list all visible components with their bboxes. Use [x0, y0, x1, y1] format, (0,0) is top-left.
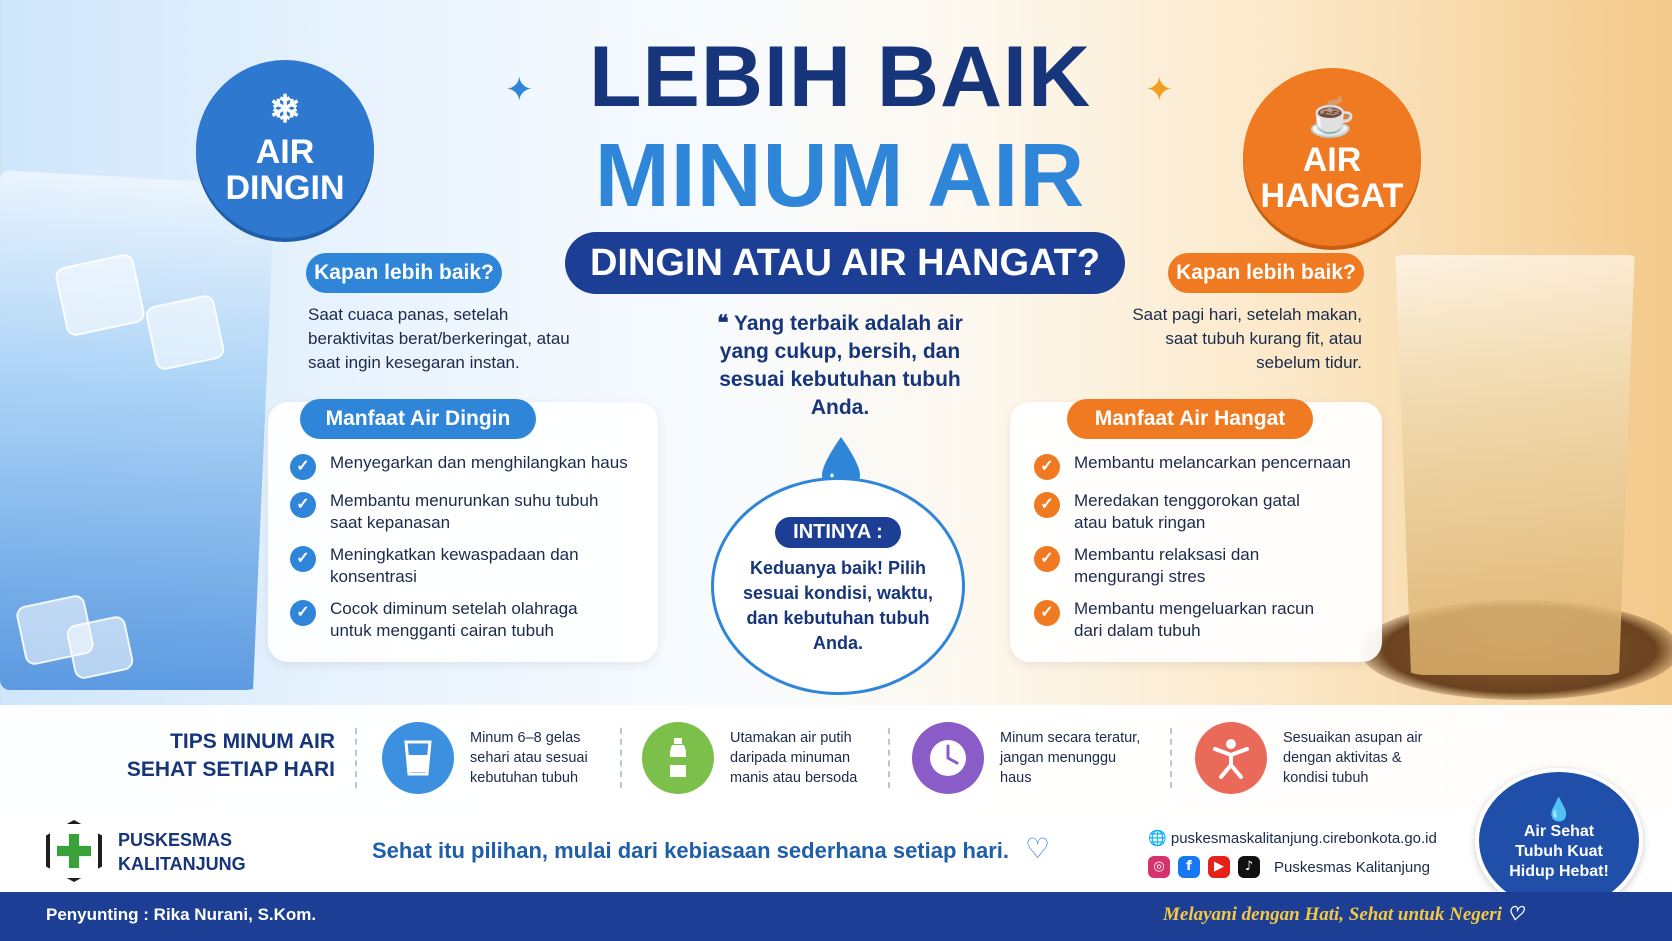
tip-text: Sesuaikan asupan air dengan aktivitas & kondisi tubuh	[1283, 730, 1423, 786]
cold-water-badge	[196, 60, 374, 238]
tip-item	[912, 722, 1150, 794]
list-item	[290, 598, 650, 642]
check-icon: ✓	[290, 492, 316, 518]
cold-when-label: Kapan lebih baik?	[306, 253, 502, 293]
heart-pulse-icon: ♡	[1025, 832, 1051, 865]
title-line2: MINUM AIR	[594, 126, 1086, 226]
title-line1: LEBIH BAIK	[588, 29, 1092, 125]
motto-text: Melayani dengan Hati, Sehat untuk Negeri	[1163, 904, 1502, 925]
warm-when-label: Kapan lebih baik?	[1168, 253, 1364, 293]
divider	[888, 728, 890, 788]
clock-icon	[912, 722, 984, 794]
warm-water-badge	[1243, 68, 1421, 246]
water-glass-icon	[382, 722, 454, 794]
orange-splash-icon: ✦	[1145, 70, 1174, 110]
footer-slogan: Sehat itu pilihan, mulai dari kebiasaan sederhana setiap hari.	[372, 838, 1009, 863]
title-line3: DINGIN ATAU AIR HANGAT?	[565, 232, 1125, 294]
cold-benefits-list	[290, 452, 650, 652]
warm-benefits-list	[1034, 452, 1374, 652]
motto	[1163, 903, 1524, 926]
list-item	[1034, 452, 1374, 480]
facebook-icon[interactable]: f	[1178, 856, 1200, 878]
youtube-icon[interactable]: ▶	[1208, 856, 1230, 878]
benefit-text: Meredakan tenggorokan gatal atau batuk ringan	[1074, 491, 1300, 532]
cold-badge-line1: AIR	[255, 133, 315, 172]
quote-text: Yang terbaik adalah air yang cukup, bersih, dan sesuai kebutuhan tubuh Anda.	[719, 312, 963, 419]
check-icon: ✓	[290, 546, 316, 572]
globe-icon: 🌐	[1148, 830, 1171, 847]
water-bottle-icon	[642, 722, 714, 794]
list-item	[1034, 598, 1374, 642]
cold-when-text: Saat cuaca panas, setelah beraktivitas berat/berkeringat, atau saat ingin kesegaran instan.	[308, 305, 570, 372]
benefit-text: Membantu mengeluarkan racun dari dalam tubuh	[1074, 599, 1315, 640]
benefit-text: Cocok diminum setelah olahraga untuk mengganti cairan tubuh	[330, 599, 578, 640]
benefit-text: Membantu menurunkan suhu tubuh saat kepanasan	[330, 491, 599, 532]
divider	[620, 728, 622, 788]
tip-text: Minum 6–8 gelas sehari atau sesuai kebutuhan tubuh	[470, 730, 588, 786]
tips-title-line2: SEHAT SETIAP HARI	[126, 758, 335, 781]
tip-item	[382, 722, 620, 794]
check-icon: ✓	[1034, 492, 1060, 518]
check-icon: ✓	[1034, 600, 1060, 626]
instagram-icon[interactable]: ◎	[1148, 856, 1170, 878]
tip-item	[642, 722, 880, 794]
divider	[355, 728, 357, 788]
green-cross-icon	[57, 834, 91, 868]
list-item	[290, 452, 650, 480]
tips-title	[110, 728, 335, 784]
benefit-text: Menyegarkan dan menghilangkan haus	[330, 453, 628, 472]
badge-line3: Hidup Hebat!	[1509, 862, 1609, 880]
check-icon: ✓	[290, 600, 316, 626]
heart-icon: ♡	[1506, 904, 1524, 925]
check-icon: ✓	[1034, 546, 1060, 572]
center-quote	[690, 310, 990, 422]
blue-splash-icon: ✦	[505, 70, 534, 110]
warm-water-glass-image	[1385, 255, 1645, 675]
tiktok-icon[interactable]: ♪	[1238, 856, 1260, 878]
benefit-text: Membantu melancarkan pencernaan	[1074, 453, 1351, 472]
check-icon: ✓	[290, 454, 316, 480]
quote-mark-icon: ❝	[717, 312, 734, 335]
tip-text: Minum secara teratur, jangan menunggu haus	[1000, 730, 1141, 786]
summary-text: Keduanya baik! Pilih sesuai kondisi, waktu, dan kebutuhan tubuh Anda.	[742, 557, 934, 653]
org-line2: KALITANJUNG	[118, 854, 246, 874]
editor-credit: Penyunting : Rika Nurani, S.Kom.	[46, 905, 317, 924]
organization-name	[118, 828, 246, 876]
website-link[interactable]	[1148, 829, 1437, 847]
website-text: puskesmaskalitanjung.cirebonkota.go.id	[1170, 830, 1437, 847]
heart-drop-icon: 💧	[1545, 796, 1573, 822]
badge-line1: Air Sehat	[1523, 822, 1595, 840]
list-item	[290, 544, 650, 588]
benefit-text: Membantu relaksasi dan mengurangi stres	[1074, 545, 1260, 586]
warm-benefits-title: Manfaat Air Hangat	[1067, 399, 1313, 439]
tip-item	[1195, 722, 1443, 794]
list-item	[290, 490, 650, 534]
snowflake-icon: ❄	[269, 89, 301, 132]
cold-badge-line2: DINGIN	[225, 168, 345, 207]
tip-text: Utamakan air putih daripada minuman manis atau bersoda	[730, 730, 858, 786]
badge-line2: Tubuh Kuat	[1515, 842, 1603, 860]
warm-badge-line1: AIR	[1302, 141, 1362, 180]
summary-circle	[711, 477, 965, 695]
social-links	[1148, 856, 1430, 878]
warm-badge-line2: HANGAT	[1260, 176, 1404, 215]
hot-cup-icon: ☕	[1308, 97, 1356, 140]
org-line1: PUSKESMAS	[118, 830, 233, 850]
tips-title-line1: TIPS MINUM AIR	[170, 730, 335, 753]
benefit-text: Meningkatkan kewaspadaan dan konsentrasi	[330, 545, 579, 586]
summary-label: INTINYA :	[775, 517, 901, 548]
list-item	[1034, 544, 1374, 588]
social-account-name: Puskesmas Kalitanjung	[1274, 858, 1430, 876]
check-icon: ✓	[1034, 454, 1060, 480]
list-item	[1034, 490, 1374, 534]
person-activity-icon	[1195, 722, 1267, 794]
cold-benefits-title: Manfaat Air Dingin	[300, 399, 536, 439]
warm-when-text: Saat pagi hari, setelah makan, saat tubuh kurang fit, atau sebelum tidur.	[1132, 305, 1362, 372]
divider	[1170, 728, 1172, 788]
